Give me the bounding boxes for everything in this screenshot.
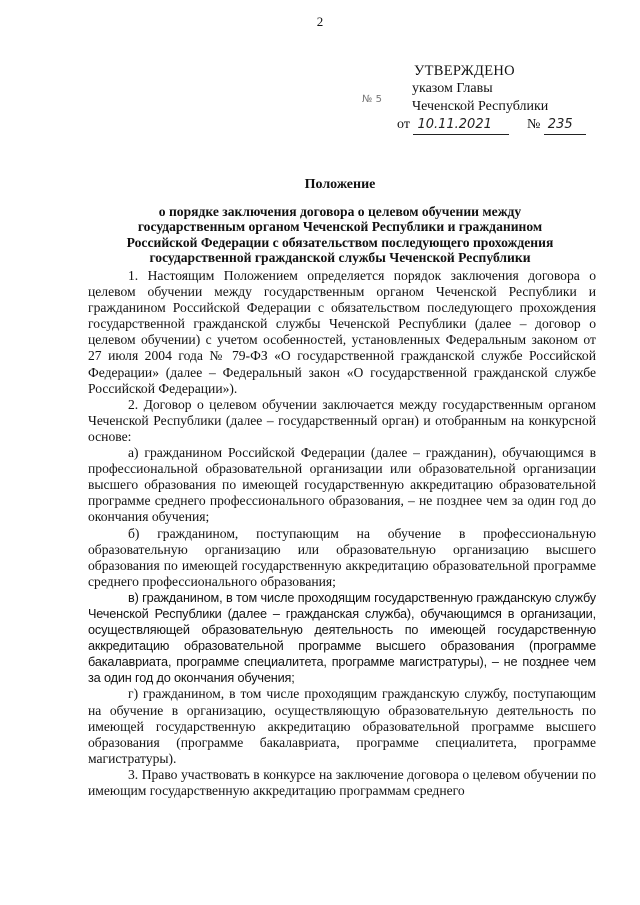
page-number: 2	[316, 14, 324, 29]
approval-from-label: от	[397, 117, 410, 132]
paragraph-1: 1. Настоящим Положением определяется порядок заключения договора о целевом обучении между государственным органом Чеченской Республики и гражданином Российской Федерации с обязательством последующего прохождения государственной гражданской службы Чеченской Республики (далее – договор о целевом обучении) с учетом особенностей, установленных Федеральным законом от 27 июля 2004 года № 79-ФЗ «О государственной гражданской службе Российской Федерации» (далее – Федеральный закон «О государственной гражданской службе Российской Федерации»).	[88, 268, 596, 396]
approval-line-1: указом Главы	[412, 81, 493, 96]
document-body	[88, 268, 596, 799]
paragraph-2v: в) гражданином, в том числе проходящим государственную гражданскую службу Чеченской Республики (далее – гражданская служба), обучающимся в организации, осуществляющей образовательную деятельность по имеющей государственную аккредитацию образовательной программе высшего образования (программе бакалавриата, программе специалитета, программе магистратуры), – не позднее чем за один год до окончания обучения;	[88, 590, 596, 686]
approval-number-label: №	[526, 117, 541, 132]
document-title	[90, 177, 590, 266]
paragraph-2: 2. Договор о целевом обучении заключается между государственным органом Чеченской Республики (далее – государственный орган) и отобранным на конкурсной основе:	[88, 396, 596, 444]
title-line-1: о порядке заключения договора о целевом обучении между	[158, 203, 522, 219]
approval-date: 10.11.2021	[413, 116, 509, 135]
title-line-4: государственной гражданской службы Чеченской Республики	[149, 250, 531, 265]
approval-stamp: УТВЕРЖДЕНО	[414, 63, 515, 79]
paragraph-2b: б) гражданином, поступающим на обучение в профессиональную образовательную организацию или образовательную организацию высшего образования по имеющей государственную аккредитацию образовательной программе среднего профессионального образования;	[88, 525, 596, 589]
title-line-2: государственным органом Чеченской Республики и гражданином	[137, 219, 543, 234]
paragraph-2g: г) гражданином, в том числе проходящим гражданскую службу, поступающим на обучение в организацию, осуществляющую образовательную деятельность по имеющей государственную аккредитацию образовательной программе высшего образования (программе бакалавриата, программе специалитета, программе магистратуры).	[88, 686, 596, 766]
title-heading: Положение	[304, 177, 376, 192]
approval-line-2: Чеченской Республики	[412, 99, 549, 114]
approval-number: 235	[544, 116, 586, 135]
registry-mark: № 5	[362, 94, 382, 105]
approval-block	[352, 62, 602, 135]
title-line-3: Российской Федерации с обязательством последующего прохождения	[126, 234, 554, 250]
approval-date-line	[352, 116, 602, 135]
paragraph-2a: а) гражданином Российской Федерации (далее – гражданин), обучающимся в профессиональной образовательной организации или образовательной организации высшего образования по имеющей государственную аккредитацию образовательной программе среднего профессионального образования, – не позднее чем за один год до окончания обучения;	[88, 445, 596, 525]
paragraph-3: 3. Право участвовать в конкурсе на заключение договора о целевом обучении по имеющим государственную аккредитацию программам среднего	[88, 766, 596, 798]
